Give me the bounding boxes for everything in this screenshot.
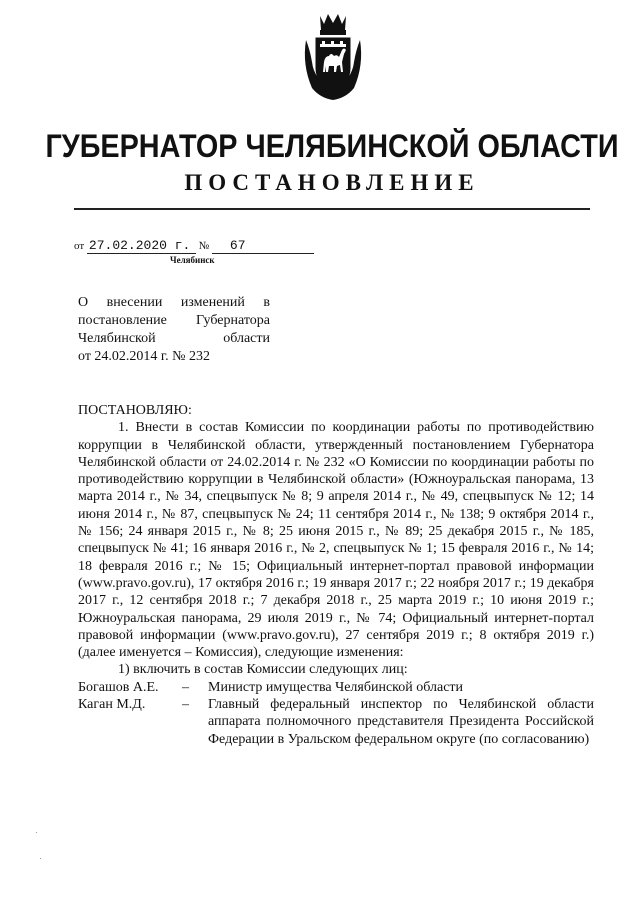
subject-line: О внесении изменений в	[78, 295, 270, 310]
scan-speck	[36, 832, 37, 833]
scan-speck	[40, 858, 41, 859]
member-position: Министр имущества Челябинской области	[208, 679, 464, 695]
date-prefix: от	[74, 240, 85, 252]
item-1: 1) включить в состав Комиссии следующих лиц:	[118, 662, 408, 678]
issuer-title: ГУБЕРНАТОР ЧЕЛЯБИНСКОЙ ОБЛАСТИ	[45, 128, 619, 164]
document-body	[78, 402, 594, 748]
document-number: 67	[212, 238, 314, 254]
member-name: Каган М.Д.	[78, 697, 146, 713]
resolution-lead: ПОСТАНОВЛЯЮ:	[78, 403, 192, 418]
document-type: ПОСТАНОВЛЕНИЕ	[184, 170, 480, 195]
header-divider	[74, 208, 590, 210]
subject-line: постановление Губернатора	[78, 313, 270, 328]
paragraph-1: 1. Внести в состав Комиссии по координации работы по противодействию коррупции в Челябинской области, утвержденный постановлением Губернатора Челябинской области от 24.02.2014 г. № 232 «О Комиссии по координации работы по противодействию коррупции в Челябинской области» (Южноуральская панорама, 13 марта 2014 г., № 34, спецвыпуск № 8; 9 апреля 2014 г., № 49, спецвыпуск № 12; 14 июня 2014 г., № 87, спецвыпуск № 24; 11 сентября 2014 г., № 138; 9 октября 2014 г., № 156; 24 января 2015 г., № 8; 25 июня 2015 г., № 89; 25 декабря 2015 г., № 185, спецвыпуск № 41; 16 января 2016 г., № 2, спецвыпуск № 1; 15 февраля 2016 г., № 14; 18 февраля 2016 г.; № 15; Официальный интернет-портал правовой информации (www.pravo.gov.ru), 17 октября 2016 г.; 19 января 2017 г.; 22 ноября 2017 г.; 19 декабря 2017 г., 12 сентября 2018 г.; 7 декабря 2018 г., 25 марта 2019 г.; 10 июня 2019 г.; Южноуральская панорама, 29 июля 2019 г., № 74; Официальный интернет-портал правовой информации (www.pravo.gov.ru), 27 сентября 2019 г.; 8 октября 2019 г.) (далее именуется – Комиссия), следующие изменения:	[78, 420, 594, 661]
member-position: Главный федеральный инспектор по Челябинской области аппарата полномочного представителя Президента Российской Федерации в Уральском федеральном округе (по согласованию)	[208, 697, 594, 747]
member-dash: –	[182, 697, 189, 713]
member-row	[78, 696, 594, 748]
document-meta	[74, 238, 314, 254]
subject-line: от 24.02.2014 г. № 232	[78, 349, 210, 364]
member-dash: –	[182, 679, 189, 695]
number-label: №	[198, 240, 210, 252]
member-name: Богашов А.Е.	[78, 679, 159, 695]
document-date: 27.02.2020 г.	[87, 238, 196, 254]
document-subject	[78, 294, 270, 366]
member-row	[78, 679, 594, 696]
chelyabinsk-coat-of-arms-icon	[298, 10, 368, 102]
subject-line: Челябинской области	[78, 331, 270, 346]
city-label: Челябинск	[170, 255, 215, 265]
